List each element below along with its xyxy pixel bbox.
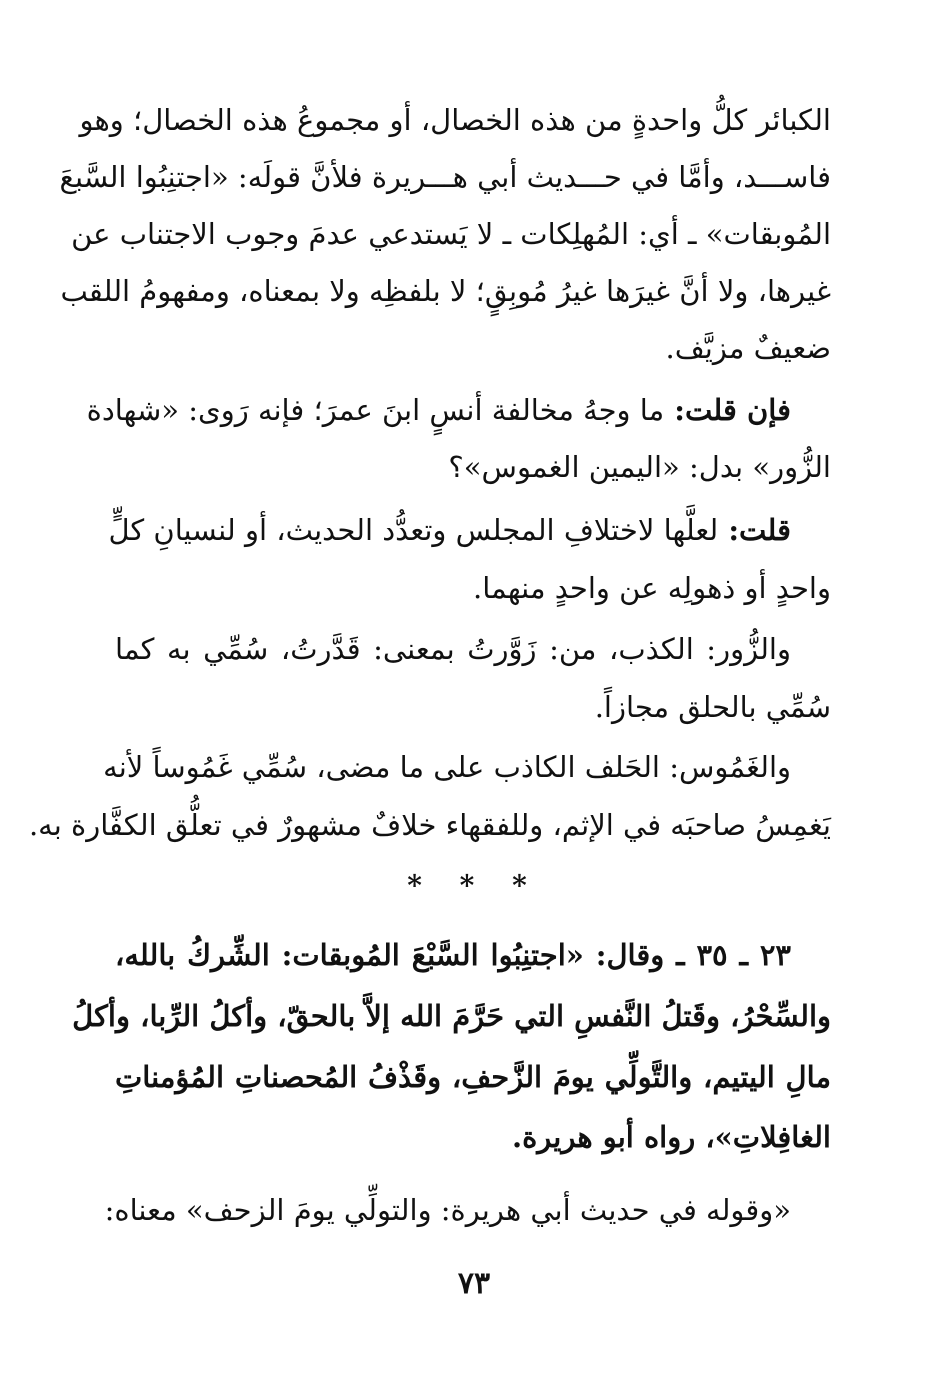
paragraph-line: غيرها، ولا أنَّ غيرَها غيرُ مُوبِقٍ؛ لا بلفظِه ولا بمعناه، ومفهومُ اللقب (60, 274, 831, 308)
paragraph-line: واحدٍ أو ذهولِه عن واحدٍ منهما. (473, 571, 831, 605)
answer-text: لعلَّها لاختلافِ المجلس وتعدُّد الحديث، أو لنسيانِ كلٍّ (108, 513, 719, 547)
paragraph-line: الكبائر كلُّ واحدةٍ من هذه الخصال، أو مجموعُ هذه الخصال؛ وهو (79, 103, 831, 137)
question-text: ما وجهُ مخالفة أنسٍ ابنَ عمرَ؛ فإنه رَوى: «شهادة (86, 393, 665, 427)
hadith-line: ٢٣ ـ ٣٥ ـ وقال: «اجتنِبُوا السَّبْعَ المُوبقات: الشِّركُ بالله، (115, 938, 791, 972)
answer-line (108, 508, 831, 552)
hadith-line: والسِّحْرُ، وقَتلُ النَّفسِ التي حَرَّمَ الله إلاَّ بالحقّ، وأكلُ الرِّبا، وأكلُ (72, 999, 831, 1033)
paragraph-line: سُمِّي بالحلق مجازاً. (594, 690, 831, 724)
hadith-line: مالِ اليتيم، والتَّولِّي يومَ الزَّحفِ، وقَذْفُ المُحصناتِ المُؤمناتِ (115, 1060, 831, 1094)
paragraph-line: المُوبقات» ـ أي: المُهلِكات ـ لا يَستدعي عدمَ وجوب الاجتناب عن (71, 217, 831, 251)
question-line (86, 388, 831, 432)
paragraph-line: ضعيفٌ مزيَّف. (665, 331, 831, 365)
page-number: ٧٣ (457, 1266, 491, 1301)
paragraph-line: والزُّور: الكذب، من: زَوَّرتُ بمعنى: قَدَّرتُ، سُمِّي به كما (115, 632, 791, 666)
answer-lead: قلت: (718, 513, 791, 547)
paragraph-line: والغَمُوس: الحَلف الكاذب على ما مضى، سُمِّي غَمُوساً لأنه (103, 750, 791, 784)
paragraph-line: «وقوله في حديث أبي هريرة: والتولِّي يومَ الزحف» معناه: (104, 1193, 791, 1227)
section-separator: * * * (407, 869, 541, 902)
question-lead: فإن قلت: (664, 393, 791, 427)
hadith-line: الغافِلاتِ»، رواه أبو هريرة. (512, 1120, 831, 1154)
paragraph-line: فاســـد، وأمَّا في حـــديث أبي هـــريرة فلأنَّ قولَه: «اجتنِبُوا السَّبعَ (59, 160, 831, 194)
paragraph-line: الزُّور» بدل: «اليمين الغموس»؟ (448, 450, 831, 484)
paragraph-line: يَغمِسُ صاحبَه في الإثم، وللفقهاء خلافٌ مشهورٌ في تعلُّق الكفَّارة به. (28, 808, 831, 842)
